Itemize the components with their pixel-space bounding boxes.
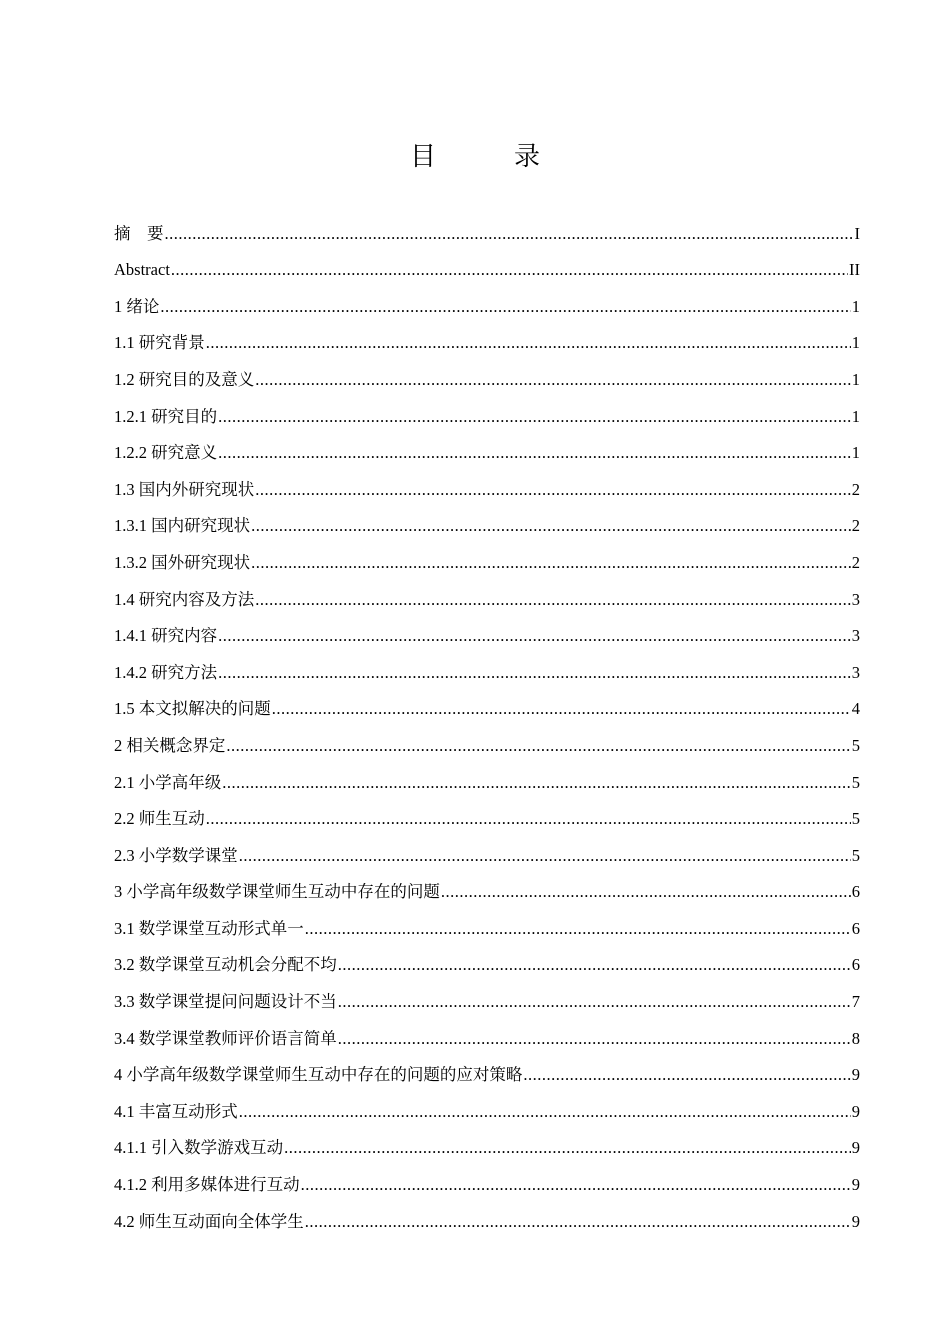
toc-dot-leader bbox=[255, 369, 851, 391]
toc-dot-leader bbox=[523, 1064, 850, 1086]
toc-entry[interactable] bbox=[114, 1050, 860, 1087]
toc-entry-page: 3 bbox=[851, 589, 860, 609]
toc-entry-label: 1.2.1 研究目的 bbox=[114, 406, 218, 426]
toc-dot-leader bbox=[239, 845, 851, 867]
toc-entry-label: 2.2 师生互动 bbox=[114, 809, 205, 829]
toc-entry-page: 1 bbox=[851, 443, 860, 463]
toc-entry-label: 3.4 数学课堂教师评价语言简单 bbox=[114, 1028, 337, 1048]
toc-entry-label: 3.3 数学课堂提问问题设计不当 bbox=[114, 992, 337, 1012]
toc-dot-leader bbox=[218, 662, 851, 684]
toc-entry-label: 1.3.2 国外研究现状 bbox=[114, 552, 251, 572]
toc-entry-page: 2 bbox=[851, 516, 860, 536]
toc-dot-leader bbox=[171, 259, 848, 281]
toc-dot-leader bbox=[338, 954, 851, 976]
toc-entry[interactable] bbox=[114, 867, 860, 904]
toc-entry[interactable] bbox=[114, 1123, 860, 1160]
toc-dot-leader bbox=[251, 552, 851, 574]
toc-entry-page: 1 bbox=[851, 296, 860, 316]
toc-entry[interactable] bbox=[114, 794, 860, 831]
table-of-contents bbox=[114, 208, 860, 1233]
toc-entry-page: 4 bbox=[851, 699, 860, 719]
toc-dot-leader bbox=[239, 1101, 851, 1123]
toc-entry[interactable] bbox=[114, 245, 860, 282]
toc-entry-label: 1.1 研究背景 bbox=[114, 333, 205, 353]
toc-entry-page: 3 bbox=[851, 662, 860, 682]
toc-entry-page: 7 bbox=[851, 992, 860, 1012]
toc-entry-page: 5 bbox=[851, 735, 860, 755]
toc-dot-leader bbox=[284, 1137, 851, 1159]
toc-entry-page: 9 bbox=[851, 1138, 860, 1158]
toc-entry-label: 4.1 丰富互动形式 bbox=[114, 1101, 238, 1121]
toc-entry[interactable] bbox=[114, 1196, 860, 1233]
toc-entry-page: 9 bbox=[851, 1101, 860, 1121]
toc-entry-page: 9 bbox=[851, 1175, 860, 1195]
toc-entry-label: 1.2 研究目的及意义 bbox=[114, 369, 255, 389]
toc-dot-leader bbox=[222, 772, 851, 794]
toc-entry-page: 6 bbox=[851, 882, 860, 902]
toc-dot-leader bbox=[305, 918, 851, 940]
toc-entry-label: 2.3 小学数学课堂 bbox=[114, 845, 238, 865]
toc-entry[interactable] bbox=[114, 574, 860, 611]
toc-dot-leader bbox=[165, 223, 854, 245]
toc-dot-leader bbox=[206, 808, 851, 830]
toc-entry-page: 6 bbox=[851, 955, 860, 975]
toc-entry[interactable] bbox=[114, 354, 860, 391]
page-title: 目 录 bbox=[409, 142, 566, 173]
toc-dot-leader bbox=[338, 991, 851, 1013]
toc-entry[interactable] bbox=[114, 611, 860, 648]
toc-dot-leader bbox=[301, 1174, 851, 1196]
toc-entry-page: 5 bbox=[851, 809, 860, 829]
toc-entry-label: 1.2.2 研究意义 bbox=[114, 443, 218, 463]
toc-entry-label: 摘 要 bbox=[114, 223, 164, 243]
toc-entry-page: II bbox=[849, 260, 860, 280]
toc-dot-leader bbox=[218, 625, 851, 647]
toc-entry-label: 1.4.1 研究内容 bbox=[114, 626, 218, 646]
toc-entry[interactable] bbox=[114, 903, 860, 940]
toc-entry-label: 1.3.1 国内研究现状 bbox=[114, 516, 251, 536]
toc-entry[interactable] bbox=[114, 830, 860, 867]
toc-entry-label: 4.1.2 利用多媒体进行互动 bbox=[114, 1175, 300, 1195]
toc-entry-label: 3 小学高年级数学课堂师生互动中存在的问题 bbox=[114, 882, 440, 902]
toc-dot-leader bbox=[441, 881, 851, 903]
toc-entry-page: 2 bbox=[851, 479, 860, 499]
toc-entry[interactable] bbox=[114, 757, 860, 794]
toc-dot-leader bbox=[255, 589, 851, 611]
toc-dot-leader bbox=[255, 479, 851, 501]
toc-entry[interactable] bbox=[114, 318, 860, 355]
toc-entry-page: I bbox=[854, 223, 860, 243]
toc-entry-page: 9 bbox=[851, 1065, 860, 1085]
toc-entry-page: 8 bbox=[851, 1028, 860, 1048]
toc-entry[interactable] bbox=[114, 720, 860, 757]
toc-entry[interactable] bbox=[114, 1013, 860, 1050]
toc-entry-label: 4.1.1 引入数学游戏互动 bbox=[114, 1138, 284, 1158]
toc-entry[interactable] bbox=[114, 281, 860, 318]
toc-dot-leader bbox=[218, 442, 851, 464]
toc-dot-leader bbox=[305, 1211, 851, 1233]
toc-entry-label: 1 绪论 bbox=[114, 296, 160, 316]
toc-entry-page: 5 bbox=[851, 772, 860, 792]
toc-entry-page: 3 bbox=[851, 626, 860, 646]
toc-entry[interactable] bbox=[114, 1086, 860, 1123]
toc-entry-label: 2.1 小学高年级 bbox=[114, 772, 222, 792]
toc-entry-page: 5 bbox=[851, 845, 860, 865]
toc-entry[interactable] bbox=[114, 684, 860, 721]
toc-entry[interactable] bbox=[114, 976, 860, 1013]
toc-entry-label: Abstract bbox=[114, 260, 170, 280]
toc-entry-label: 4 小学高年级数学课堂师生互动中存在的问题的应对策略 bbox=[114, 1065, 523, 1085]
toc-dot-leader bbox=[272, 698, 851, 720]
toc-entry-page: 1 bbox=[851, 369, 860, 389]
toc-entry-label: 1.5 本文拟解决的问题 bbox=[114, 699, 271, 719]
toc-entry-label: 1.4 研究内容及方法 bbox=[114, 589, 255, 609]
toc-entry-label: 1.4.2 研究方法 bbox=[114, 662, 218, 682]
toc-entry[interactable] bbox=[114, 501, 860, 538]
toc-entry[interactable] bbox=[114, 208, 860, 245]
toc-dot-leader bbox=[226, 735, 850, 757]
toc-dot-leader bbox=[206, 332, 851, 354]
toc-dot-leader bbox=[338, 1028, 851, 1050]
toc-entry-page: 1 bbox=[851, 333, 860, 353]
toc-entry-page: 1 bbox=[851, 406, 860, 426]
toc-entry[interactable] bbox=[114, 537, 860, 574]
toc-entry[interactable] bbox=[114, 1159, 860, 1196]
toc-entry-label: 3.1 数学课堂互动形式单一 bbox=[114, 918, 304, 938]
toc-dot-leader bbox=[160, 296, 850, 318]
toc-entry-page: 9 bbox=[851, 1211, 860, 1231]
toc-entry[interactable] bbox=[114, 940, 860, 977]
toc-dot-leader bbox=[218, 406, 851, 428]
toc-entry-page: 2 bbox=[851, 552, 860, 572]
toc-entry-label: 2 相关概念界定 bbox=[114, 735, 226, 755]
toc-entry-label: 1.3 国内外研究现状 bbox=[114, 479, 255, 499]
toc-entry-label: 4.2 师生互动面向全体学生 bbox=[114, 1211, 304, 1231]
toc-entry[interactable] bbox=[114, 391, 860, 428]
toc-dot-leader bbox=[251, 515, 851, 537]
toc-entry[interactable] bbox=[114, 647, 860, 684]
toc-entry[interactable] bbox=[114, 428, 860, 465]
toc-entry[interactable] bbox=[114, 464, 860, 501]
toc-entry-label: 3.2 数学课堂互动机会分配不均 bbox=[114, 955, 337, 975]
toc-entry-page: 6 bbox=[851, 918, 860, 938]
